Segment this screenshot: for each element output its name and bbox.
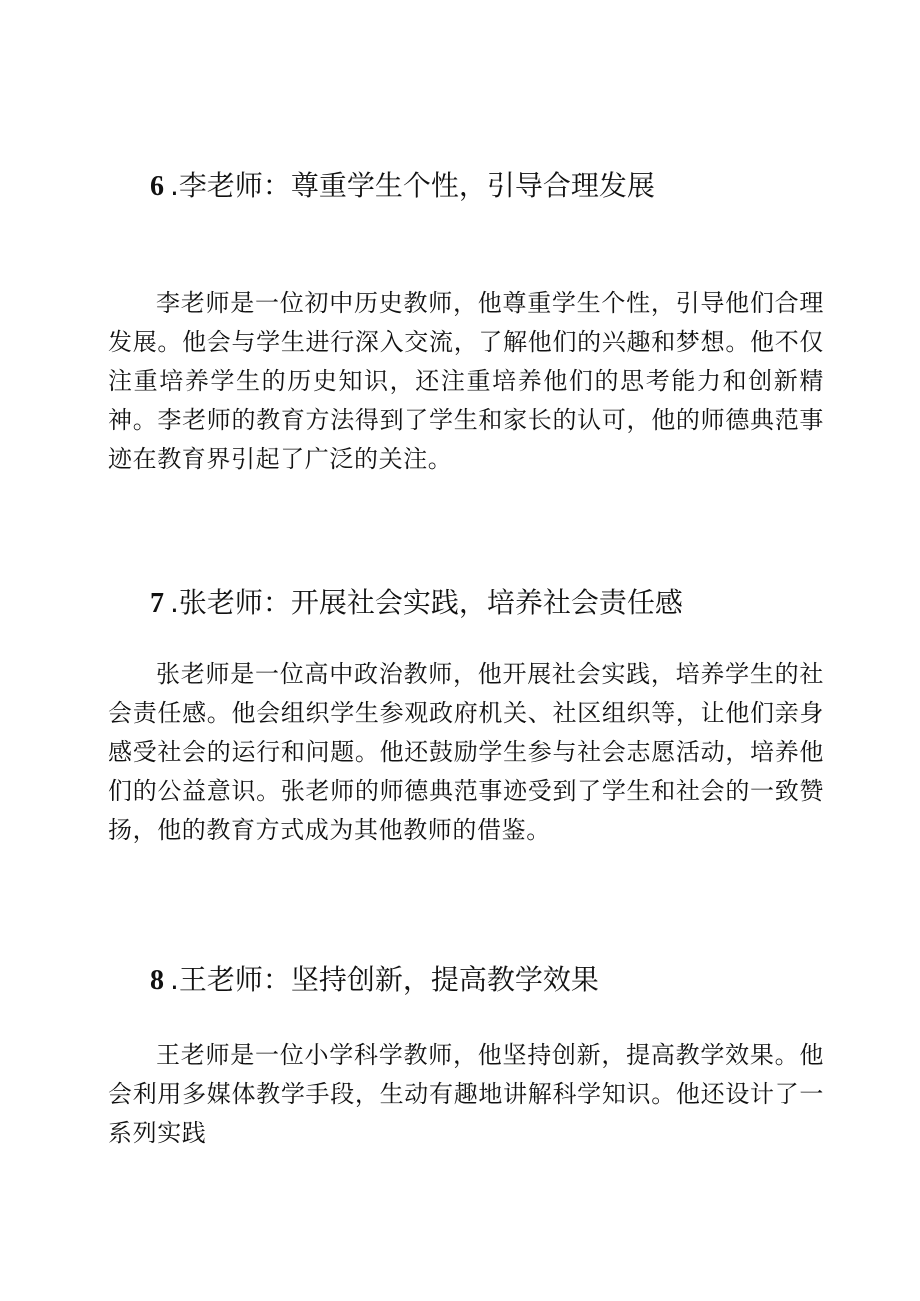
section-8-heading — [150, 962, 599, 999]
section-8-title: .王老师：坚持创新，提高教学效果 — [170, 963, 599, 996]
section-8-body: 王老师是一位小学科学教师，他坚持创新，提高教学效果。他会利用多媒体教学手段，生动有趣地讲解科学知识。他还设计了一系列实践 — [108, 1041, 824, 1147]
section-8-number: 8 — [150, 965, 164, 996]
section-6-body: 李老师是一位初中历史教师，他尊重学生个性，引导他们合理发展。他会与学生进行深入交流，了解他们的兴趣和梦想。他不仅注重培养学生的历史知识，还注重培养他们的思考能力和创新精神。李老师的教育方法得到了学生和家长的认可，他的师德典范事迹在教育界引起了广泛的关注。 — [108, 289, 824, 473]
section-6-title: .李老师：尊重学生个性，引导合理发展 — [170, 169, 655, 202]
section-6-heading — [150, 168, 655, 205]
section-7-number: 7 — [150, 588, 164, 619]
section-7-body: 张老师是一位高中政治教师，他开展社会实践，培养学生的社会责任感。他会组织学生参观政府机关、社区组织等，让他们亲身感受社会的运行和问题。他还鼓励学生参与社会志愿活动，培养他们的公益意识。张老师的师德典范事迹受到了学生和社会的一致赞扬，他的教育方式成为其他教师的借鉴。 — [108, 660, 824, 844]
section-7-title: .张老师：开展社会实践，培养社会责任感 — [170, 586, 683, 619]
section-7-heading — [150, 585, 683, 622]
section-6-number: 6 — [150, 171, 164, 202]
